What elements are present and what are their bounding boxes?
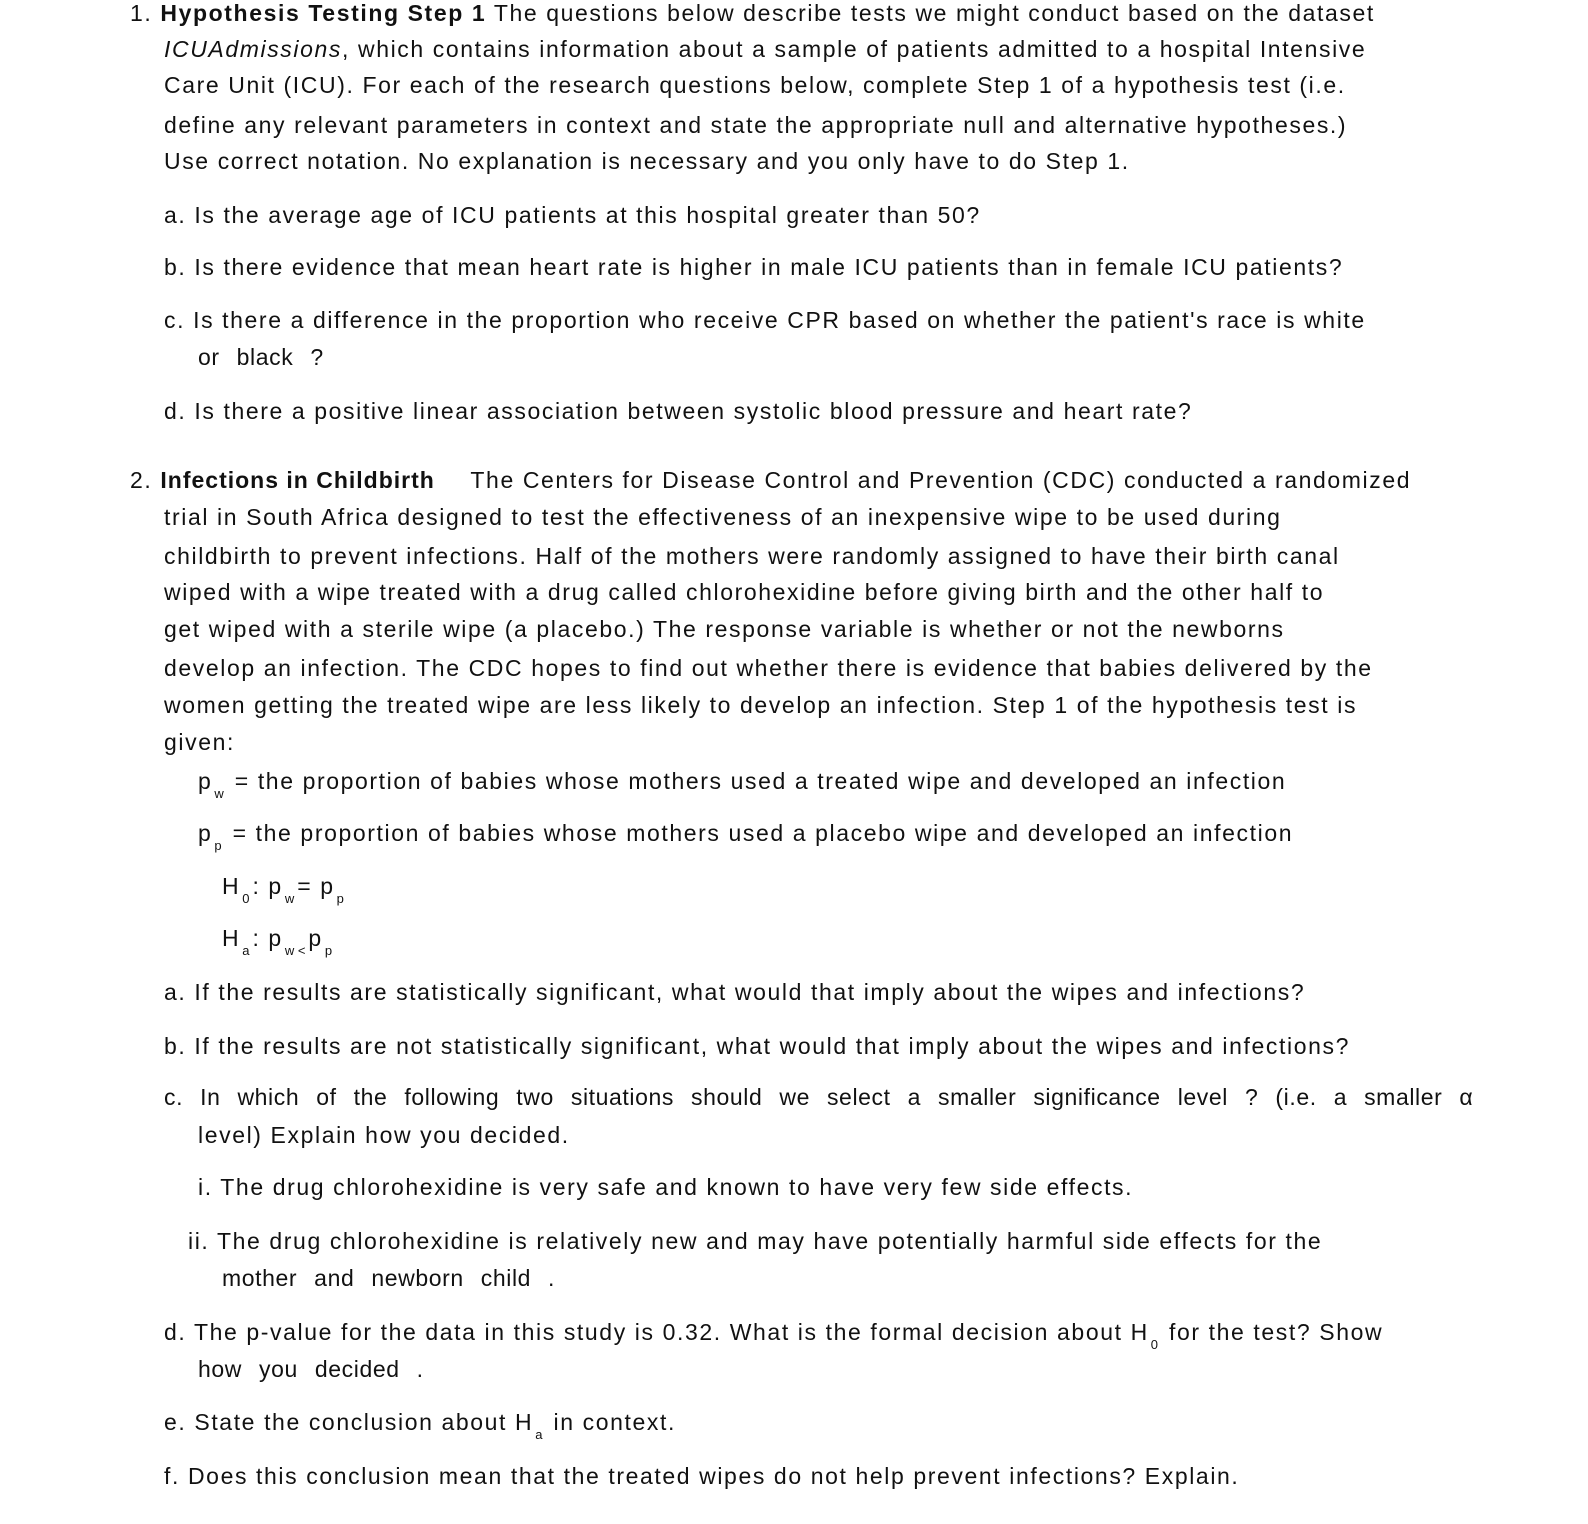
- null-hypothesis: [222, 872, 347, 904]
- q1-part-b: b. Is there evidence that mean heart rate is higher in male ICU patients than in female ICU patients?: [164, 254, 1344, 280]
- q2-heading-line: [130, 466, 1411, 494]
- q2-d-H-sub: 0: [1150, 1337, 1159, 1352]
- pp-subscript: p: [214, 838, 222, 853]
- q1-part-d: d. Is there a positive linear association between systolic blood pressure and heart rate?: [164, 398, 1193, 424]
- q2-d-text-end: for the test? Show: [1169, 1319, 1384, 1345]
- q2-title: Infections in Childbirth: [160, 467, 435, 493]
- ha-p1-sub: w <: [284, 943, 306, 958]
- q2-part-c-ii-line-1: ii. The drug chlorohexidine is relatively new and may have potentially harmful side effects for the: [188, 1228, 1323, 1254]
- q2-part-f: f. Does this conclusion mean that the treated wipes do not help prevent infections? Explain.: [164, 1463, 1240, 1489]
- pw-symbol: p: [198, 768, 213, 794]
- q2-intro-1: The Centers for Disease Control and Prevention (CDC) conducted a randomized: [470, 467, 1412, 493]
- q1-part-c-line-1: c. Is there a difference in the proportion who receive CPR based on whether the patient's race is white: [164, 307, 1366, 333]
- h0-p1: : p: [252, 873, 283, 899]
- q2-e-text: e. State the conclusion about H: [164, 1409, 534, 1435]
- q2-intro-line-6: develop an infection. The CDC hopes to find out whether there is evidence that babies delivered by the: [164, 655, 1373, 681]
- q1-intro-line-2: [164, 35, 1366, 63]
- ha-op: p: [308, 925, 323, 951]
- q2-part-c-line-1: c. In which of the following two situations should we select a smaller significance level ? (i.e. a smaller α: [164, 1084, 1474, 1110]
- q1-intro-2: , which contains information about a sample of patients admitted to a hospital Intensive: [342, 36, 1367, 62]
- param-pw-definition: [198, 767, 1286, 799]
- h0-op: = p: [297, 873, 335, 899]
- q2-part-d-line-1: [164, 1318, 1383, 1350]
- h0-p1-sub: w: [284, 891, 295, 906]
- pp-symbol: p: [198, 820, 213, 846]
- q2-intro-line-4: wiped with a wipe treated with a drug called chlorohexidine before giving birth and the other half to: [164, 579, 1325, 605]
- q2-part-d-line-2: how you decided .: [198, 1356, 424, 1382]
- q2-part-b: b. If the results are not statistically significant, what would that imply about the wipes and infections?: [164, 1033, 1350, 1059]
- q1-intro-line-5: Use correct notation. No explanation is necessary and you only have to do Step 1.: [164, 148, 1130, 174]
- q1-intro-line-4: define any relevant parameters in context and state the appropriate null and alternative hypotheses.): [164, 112, 1348, 138]
- q1-intro-line-3: Care Unit (ICU). For each of the research questions below, complete Step 1 of a hypothesis test (i.e.: [164, 72, 1346, 98]
- ha-p1: : p: [252, 925, 283, 951]
- q1-part-c-line-2: or black ?: [198, 344, 324, 370]
- q2-part-a: a. If the results are statistically significant, what would that imply about the wipes and infections?: [164, 979, 1306, 1005]
- q2-part-c-i: i. The drug chlorohexidine is very safe and known to have very few side effects.: [198, 1174, 1134, 1200]
- param-pp-definition: [198, 819, 1293, 851]
- q2-part-e: [164, 1408, 676, 1440]
- pw-subscript: w: [214, 786, 224, 801]
- q2-intro-line-5: get wiped with a sterile wipe (a placebo.) The response variable is whether or not the newborns: [164, 616, 1285, 642]
- q2-number: 2.: [130, 467, 153, 493]
- ha-H: H: [222, 925, 241, 951]
- alternative-hypothesis: [222, 924, 335, 956]
- q1-part-a: a. Is the average age of ICU patients at this hospital greater than 50?: [164, 202, 981, 228]
- q2-part-c-line-2: level) Explain how you decided.: [198, 1122, 570, 1148]
- pw-text: = the proportion of babies whose mothers used a treated wipe and developed an infection: [234, 768, 1287, 794]
- q1-dataset-name: ICUAdmissions: [164, 36, 343, 62]
- ha-p2-sub: p: [324, 943, 333, 958]
- h0-H-sub: 0: [242, 891, 250, 906]
- q2-intro-line-7: women getting the treated wipe are less likely to develop an infection. Step 1 of the hypothesis test is: [164, 692, 1358, 718]
- q2-intro-line-3: childbirth to prevent infections. Half of the mothers were randomly assigned to have their birth canal: [164, 543, 1340, 569]
- q1-title: Hypothesis Testing Step 1: [160, 0, 487, 26]
- q2-e-H-sub: a: [535, 1427, 543, 1442]
- q2-intro-line-8: given:: [164, 729, 235, 755]
- ha-H-sub: a: [242, 943, 250, 958]
- q1-number: 1.: [130, 0, 153, 26]
- q1-intro-1: The questions below describe tests we might conduct based on the dataset: [493, 0, 1375, 26]
- h0-H: H: [222, 873, 241, 899]
- h0-p2-sub: p: [336, 891, 344, 906]
- q2-e-text-end: in context.: [553, 1409, 676, 1435]
- q2-part-c-ii-line-2: mother and newborn child .: [222, 1265, 556, 1291]
- q1-heading-line: [130, 0, 1375, 27]
- pp-text: = the proportion of babies whose mothers used a placebo wipe and developed an infection: [232, 820, 1294, 846]
- q2-d-text: d. The p-value for the data in this study is 0.32. What is the formal decision about H: [164, 1319, 1149, 1345]
- q2-intro-line-2: trial in South Africa designed to test the effectiveness of an inexpensive wipe to be used during: [164, 504, 1282, 530]
